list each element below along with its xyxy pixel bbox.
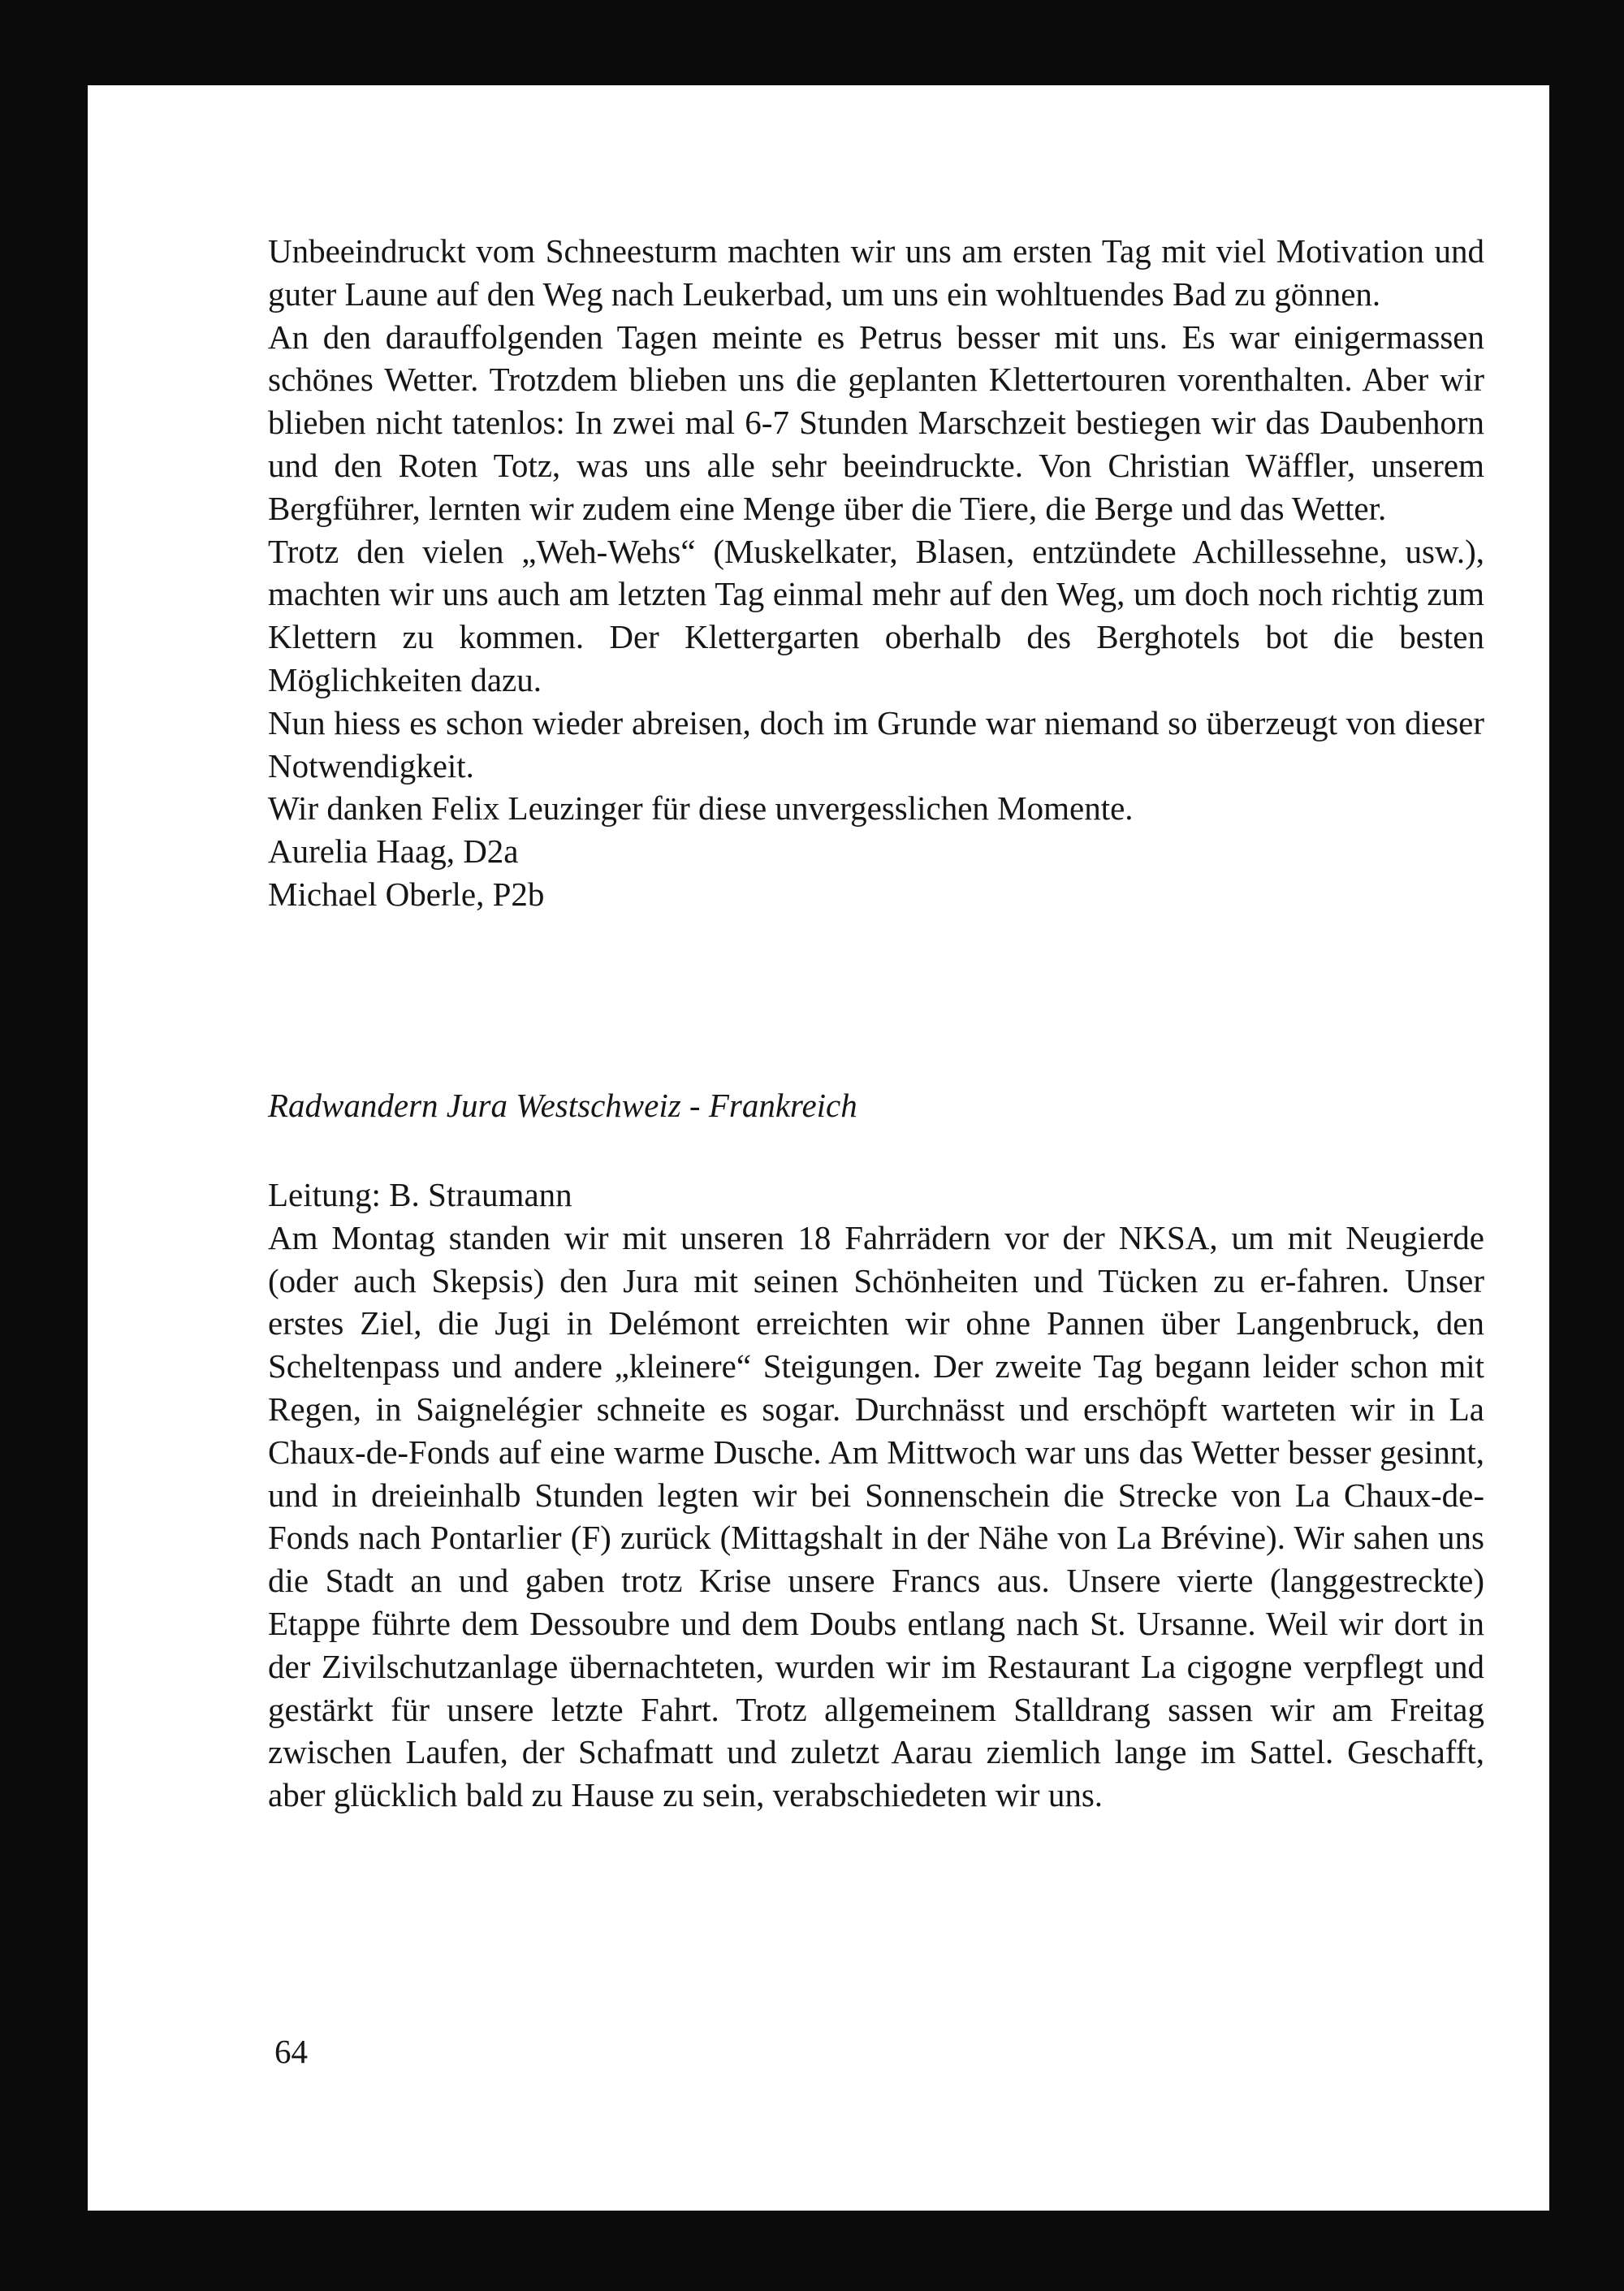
paragraph-2: An den darauffolgenden Tagen meinte es Petrus besser mit uns. Es war einigermassen schönes Wetter. Trotzdem blieben uns die geplanten Klettertouren vorenthalten. Aber wir blieben nicht tatenlos: In zwei mal 6-7 Stunden Marschzeit bestiegen wir das Daubenhorn und den Roten Totz, was uns alle sehr beeindruckte. Von Christian Wäffler, unserem Bergführer, lernten wir zudem eine Menge über die Tiere, die Berge und das Wetter. <box>268 318 1484 527</box>
signature-michael-oberle: Michael Oberle, P2b <box>268 875 545 913</box>
signature-aurelia-haag: Aurelia Haag, D2a <box>268 832 519 871</box>
paragraph-radwandern: Am Montag standen wir mit unseren 18 Fahrrädern vor der NKSA, um mit Neugierde (oder auch Skepsis) den Jura mit seinen Schönheiten und Tücken zu er-fahren. Unser erstes Ziel, die Jugi in Delémont erreichten wir ohne Pannen über Langenbruck, den Scheltenpass und andere „kleinere“ Steigungen. Der zweite Tag begann leider schon mit Regen, in Saignelégier schneite es sogar. Durchnässt und erschöpft warteten wir in La Chaux-de-Fonds auf eine warme Dusche. Am Mittwoch war uns das Wetter besser gesinnt, und in dreieinhalb Stunden legten wir bei Sonnenschein die Strecke von La Chaux-de-Fonds nach Pontarlier (F) zurück (Mittagshalt in der Nähe von La Brévine). Wir sahen uns die Stadt an und gaben trotz Krise unsere Francs aus. Unsere vierte (langgestreckte) Etappe führte dem Dessoubre und dem Doubs entlang nach St. Ursanne. Weil wir dort in der Zivilschutzanlage übernachteten, wurden wir im Restaurant La cigogne verpflegt und gestärkt für unsere letzte Fahrt. Trotz allgemeinem Stalldrang sassen wir am Freitag zwischen Laufen, der Schafmatt und zuletzt Aarau ziemlich lange im Sattel. Geschafft, aber glücklich bald zu Hause zu sein, verabschiedeten wir uns. <box>268 1218 1484 1814</box>
paragraph-1: Unbeeindruckt vom Schneesturm machten wir uns am ersten Tag mit viel Motivation und guter Laune auf den Weg nach Leukerbad, um uns ein wohltuendes Bad zu gönnen. <box>268 232 1484 313</box>
page-number: 64 <box>274 2033 308 2070</box>
article-radwandern <box>268 1174 1484 1817</box>
article-title-radwandern: Radwandern Jura Westschweiz - Frankreich <box>268 1087 857 1124</box>
paragraph-3: Trotz den vielen „Weh-Wehs“ (Muskelkater, Blasen, entzündete Achillessehne, usw.), machten wir uns auch am letzten Tag einmal mehr auf den Weg, um doch noch richtig zum Klettern zu kommen. Der Klettergarten oberhalb des Berghotels bot die besten Möglichkeiten dazu. <box>268 532 1484 698</box>
article-bergwoche <box>268 230 1484 916</box>
document-page <box>88 85 1549 2211</box>
paragraph-5: Wir danken Felix Leuzinger für diese unvergesslichen Momente. <box>268 789 1134 828</box>
paragraph-4: Nun hiess es schon wieder abreisen, doch im Grunde war niemand so überzeugt von dieser Notwendigkeit. <box>268 703 1484 785</box>
leitung-line: Leitung: B. Straumann <box>268 1176 572 1213</box>
